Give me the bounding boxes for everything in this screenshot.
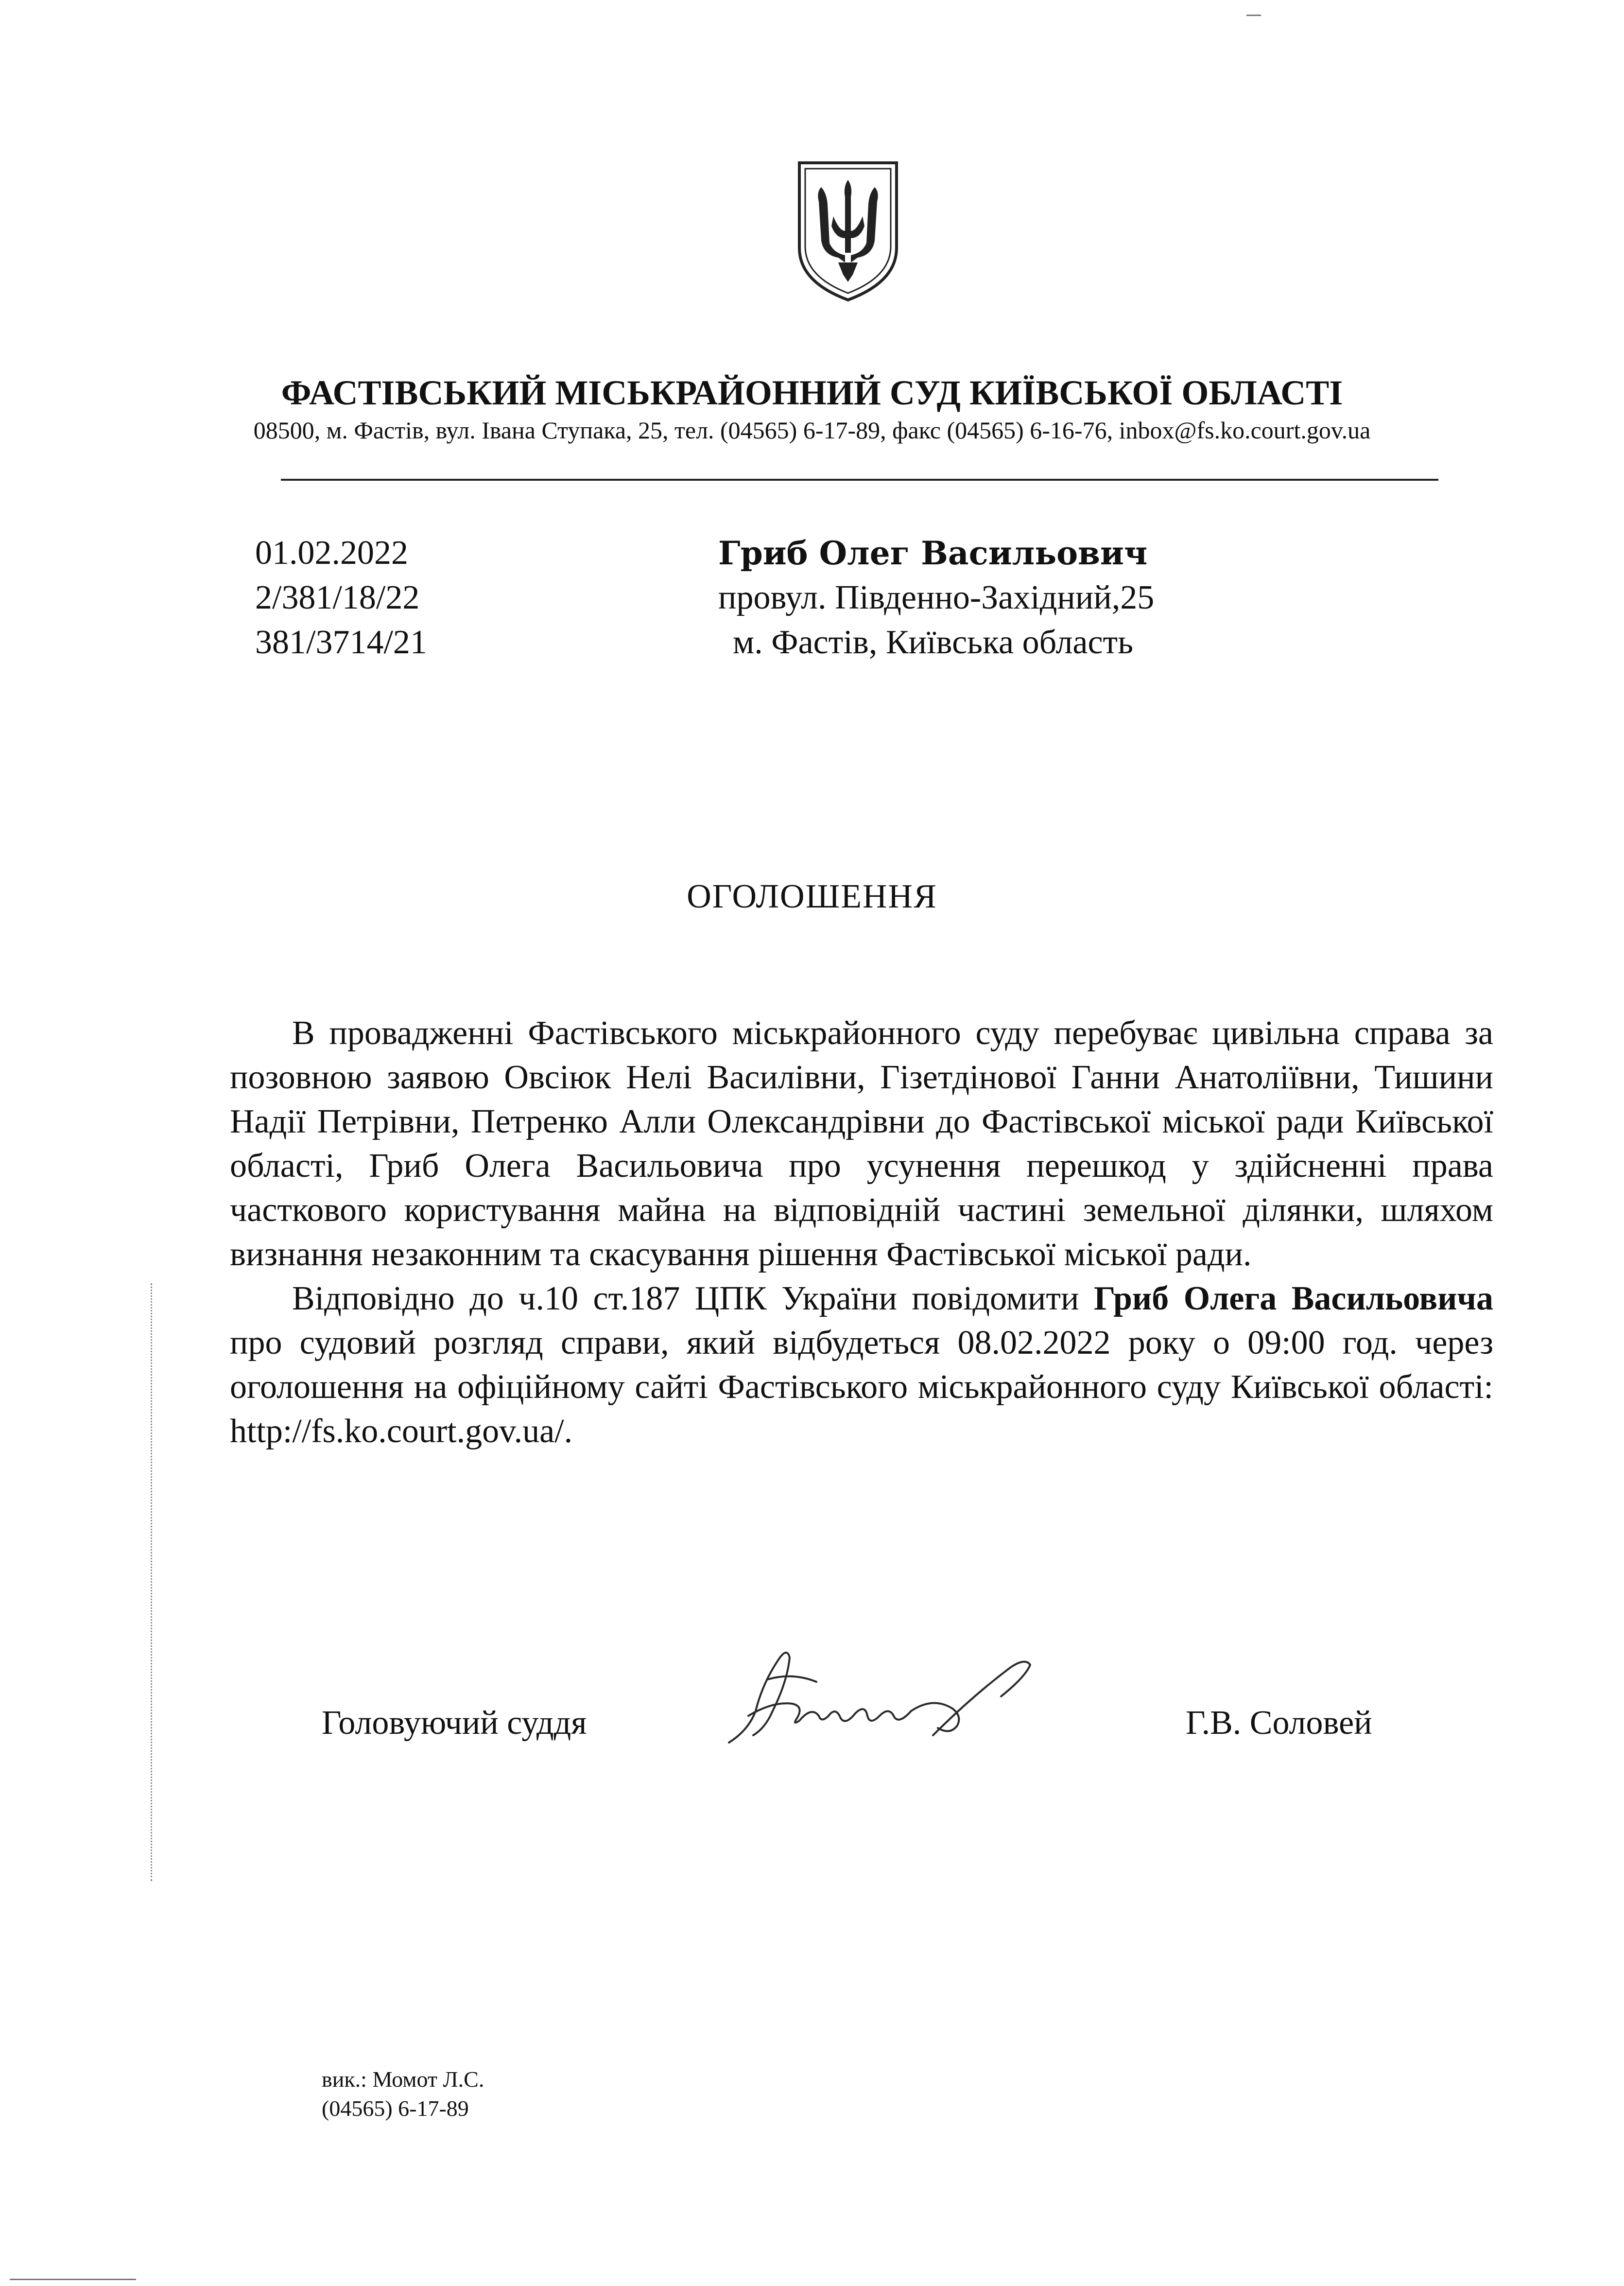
executor-name: вик.: Момот Л.С.	[322, 2067, 484, 2092]
judge-name: Г.В. Соловей	[1186, 1704, 1372, 1742]
notice-title: ОГОЛОШЕННЯ	[687, 878, 937, 915]
header-divider	[281, 479, 1438, 481]
notice-body	[230, 1011, 1493, 1453]
recipient-city: м. Фастів, Київська область	[733, 624, 1134, 661]
scan-edge-mark	[1246, 15, 1261, 16]
trident-coat-of-arms-icon	[795, 158, 901, 304]
notice-paragraph-1: В провадженні Фастівського міськрайонного суду перебуває цивільна справа за позовною заявою Овсіюк Нелі Василівни, Гізетдінової Ганни Анатоліївни, Тишини Надії Петрівни, Петренко Алли Олександрівни до Фастівської міської ради Київської області, Гриб Олега Васильовича про усунення перешкод у здійсненні права часткового користування майна на відповідній частині земельної ділянки, шляхом визнання незаконним та скасування рішення Фастівської міської ради.	[230, 1014, 1493, 1273]
case-number: 381/3714/21	[255, 624, 427, 661]
court-name: ФАСТІВСЬКИЙ МІСЬКРАЙОННИЙ СУД КИЇВСЬКОЇ ОБЛАСТІ	[281, 373, 1343, 412]
reference-block	[255, 531, 427, 665]
outgoing-number: 2/381/18/22	[255, 579, 420, 616]
notice-paragraph-2	[230, 1276, 1493, 1453]
court-address: 08500, м. Фастів, вул. Івана Ступака, 25, тел. (04565) 6-17-89, факс (04565) 6-16-76, inbox@fs.ko.court.gov.ua	[253, 417, 1371, 444]
handwritten-signature-icon	[719, 1638, 1050, 1755]
recipient-street: провул. Південно-Західний,25	[718, 579, 1155, 616]
document-date: 01.02.2022	[255, 534, 408, 572]
notice-paragraph-2-text: про судовий розгляд справи, який відбудеться 08.02.2022 року о 09:00 год. через оголошення на офіційному сайті Фастівського міськрайонного суду Київської області: http://fs.ko.court.gov.ua/.	[230, 1324, 1493, 1450]
scan-edge-mark	[10, 2279, 136, 2280]
notice-defendant-name: Гриб Олега Васильовича	[1093, 1280, 1493, 1317]
executor-phone: (04565) 6-17-89	[322, 2096, 469, 2121]
recipient-name: Гриб Олег Васильович	[718, 534, 1148, 572]
judge-title: Головуючий суддя	[322, 1704, 587, 1742]
scan-margin-mark	[151, 1283, 152, 1881]
executor-block	[322, 2065, 484, 2123]
recipient-block	[718, 531, 1154, 665]
notice-paragraph-2-text: Відповідно до ч.10 ст.187 ЦПК України повідомити	[292, 1280, 1094, 1317]
